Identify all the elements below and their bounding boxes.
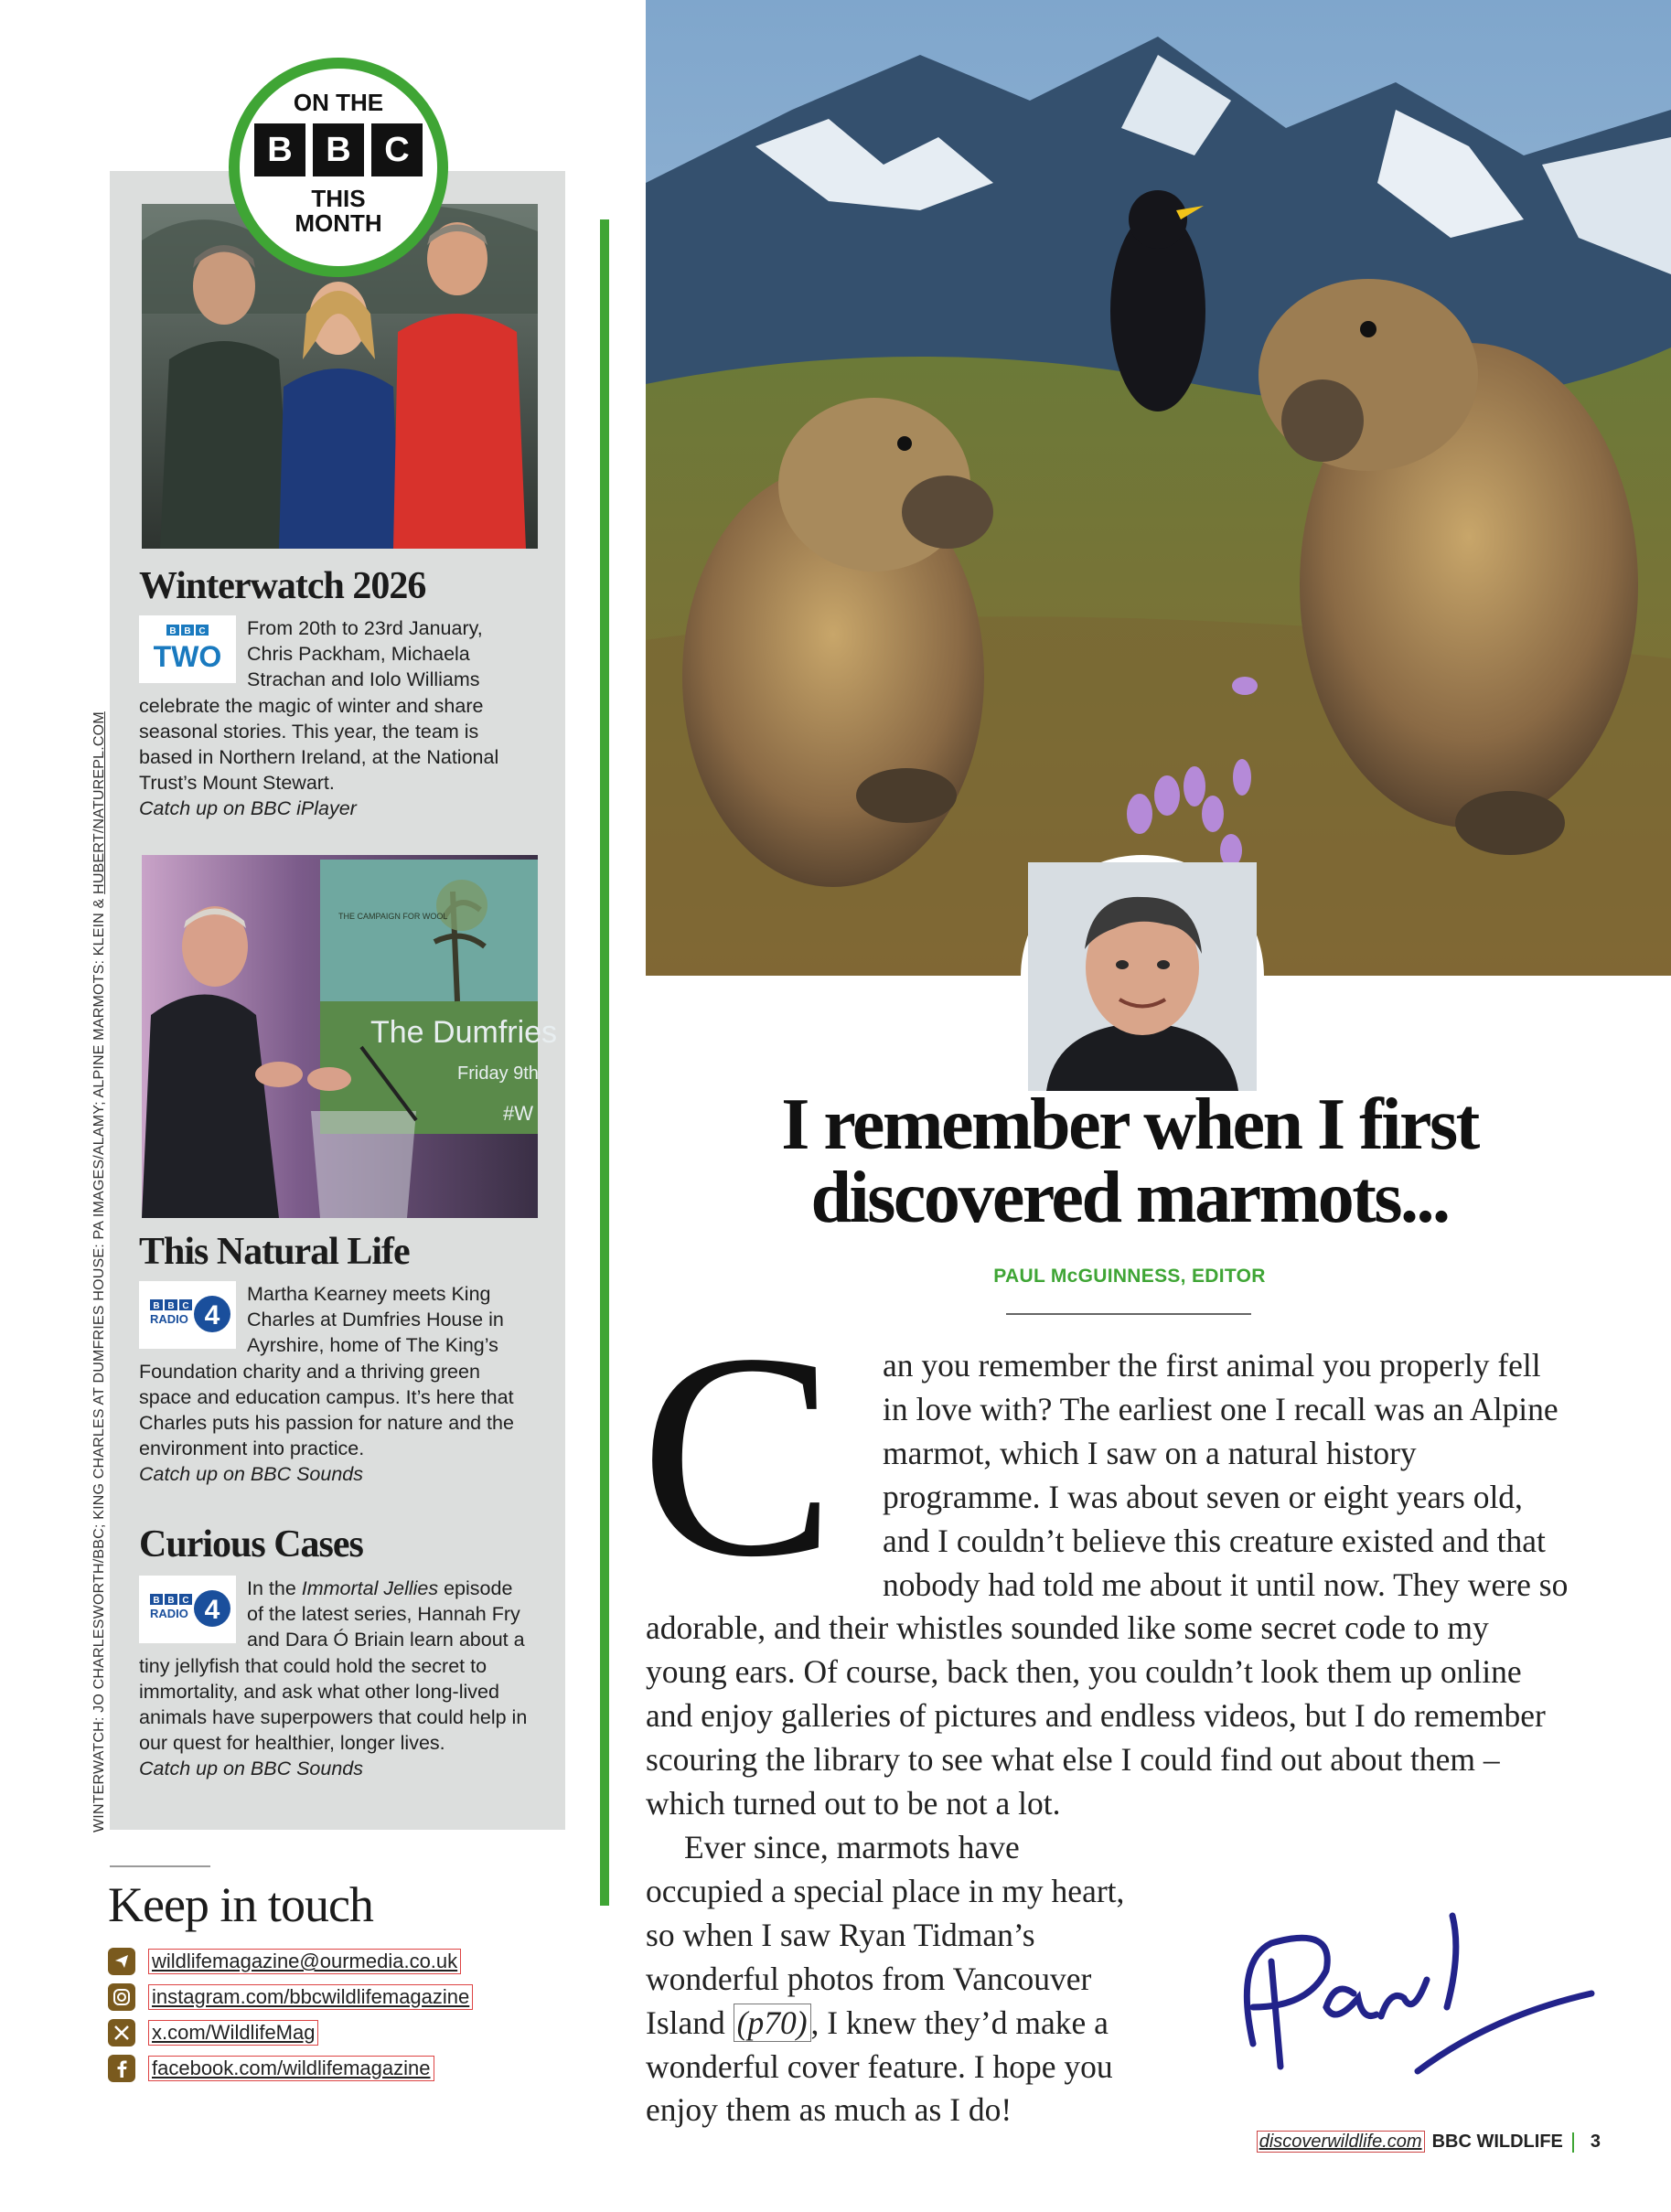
svg-text:B: B xyxy=(153,1301,160,1311)
contact-x[interactable] xyxy=(108,2017,318,2048)
section-rule xyxy=(110,1865,210,1867)
email-icon xyxy=(108,1948,135,1975)
show-text-pre: In the xyxy=(247,1577,302,1599)
show-title-winterwatch: Winterwatch 2026 xyxy=(139,565,426,607)
screen-text-1: THE CAMPAIGN FOR WOOL xyxy=(338,912,448,921)
contact-facebook[interactable] xyxy=(108,2053,434,2084)
bbc-letter: B xyxy=(254,123,305,176)
svg-text:4: 4 xyxy=(204,1595,220,1625)
editor-signature xyxy=(1216,1907,1601,2089)
on-the-bbc-panel xyxy=(110,171,565,1830)
bbc-two-logo xyxy=(139,615,236,683)
bbc-letter: B xyxy=(313,123,364,176)
credit-link[interactable]: HUBERT/NATUREPL.COM xyxy=(91,711,107,894)
contact-link[interactable]: x.com/WildlifeMag xyxy=(148,2020,318,2046)
bbc-radio-4-logo xyxy=(139,1576,236,1643)
dumfries-house-photo xyxy=(142,855,558,1218)
show-title-curious-cases: Curious Cases xyxy=(139,1523,363,1565)
show-description-winterwatch xyxy=(139,615,532,822)
contact-instagram[interactable] xyxy=(108,1982,473,2013)
bbc-letter: C xyxy=(371,123,423,176)
show-title-this-natural-life: This Natural Life xyxy=(139,1231,410,1273)
drop-cap: C xyxy=(640,1294,836,1618)
bbc-radio-4-logo xyxy=(139,1281,236,1349)
svg-text:RADIO: RADIO xyxy=(150,1607,188,1620)
instagram-icon xyxy=(108,1983,135,2011)
show-description-curious-cases xyxy=(139,1576,532,1782)
svg-text:B: B xyxy=(169,626,177,636)
keep-in-touch-title: Keep in touch xyxy=(108,1877,373,1932)
magazine-brand: BBC WILDLIFE xyxy=(1431,2132,1563,2152)
paragraph-2: Ever since, marmots have occupied a special place in my heart, so when I saw Ryan Tidman’s wonderful photos from Vancouver Island (p70) , I knew they’d make a wonderful cover feature. I hope you enjoy them as much as I do! xyxy=(646,1828,1125,2129)
facebook-icon xyxy=(108,2055,135,2082)
credit-text: WINTERWATCH: JO CHARLESWORTH/BBC; KING CHARLES AT DUMFRIES HOUSE: PA IMAGES/ALAMY; ALPINE MARMOTS: KLEIN & xyxy=(91,893,107,1833)
badge-bottom-text: THIS MONTH xyxy=(295,185,382,237)
contact-email[interactable] xyxy=(108,1946,461,1977)
page-number: 3 xyxy=(1590,2132,1601,2152)
screen-text-2: The Dumfries xyxy=(370,1015,558,1050)
show-text: Martha Kearney meets King Charles at Dumfries House in Ayrshire, home of The King’s Foundation charity and a thriving green space and education campus. It’s here that Charles puts his passion for nature and the environment into practice. xyxy=(139,1283,514,1460)
contact-link[interactable]: facebook.com/wildlifemagazine xyxy=(148,2056,434,2081)
editorial-byline: PAUL McGUINNESS, EDITOR xyxy=(993,1266,1266,1287)
footer-separator xyxy=(1572,2132,1574,2153)
alpine-marmots-photo xyxy=(646,0,1671,976)
svg-text:B: B xyxy=(153,1596,160,1606)
green-divider-bar xyxy=(600,219,609,1906)
byline-rule xyxy=(1006,1313,1251,1315)
editorial-headline: I remember when I first discovered marmots... xyxy=(781,1085,1478,1238)
svg-text:B: B xyxy=(167,1301,175,1311)
screen-text-4: #W xyxy=(503,1102,533,1125)
photo-credit xyxy=(0,0,107,1833)
svg-text:RADIO: RADIO xyxy=(150,1312,188,1326)
episode-title: Immortal Jellies xyxy=(301,1577,439,1599)
badge-top-text: ON THE xyxy=(293,89,384,116)
svg-text:TWO: TWO xyxy=(153,640,222,673)
show-text: From 20th to 23rd January, Chris Packham, Michaela Strachan and Iolo Williams celebrate the magic of winter and share seasonal stories. This year, the team is based in Northern Ireland, at the National Trust’s Mount Stewart. xyxy=(139,617,499,795)
show-text: episode of the latest series, Hannah Fry and Dara Ó Briain learn about a tiny jellyfish that could hold the secret to immortality, and ask what other long-lived animals have superpowers that could help in our quest for healthier, longer lives. xyxy=(139,1577,528,1755)
paragraph-1: C an you remember the first animal you properly fell in love with? The earliest one I recall was an Alpine marmot, which I saw on a natural history programme. I was about seven or eight years old, and I couldn’t believe this creature existed and that nobody had told me about it until now. They were so adorable, and their whistles sounded like some secret code to my young ears. Of course, back then, you couldn’t look them up online and enjoy galleries of pictures and endless videos, but I do remember scouring the library to see what else I could find out about them – which turned out to be not a lot. xyxy=(640,1294,1569,1822)
page-reference-link[interactable]: (p70) xyxy=(734,2004,811,2042)
bbc-logo xyxy=(254,123,423,176)
editor-avatar xyxy=(1021,855,1264,1098)
x-icon xyxy=(108,2019,135,2046)
svg-text:B: B xyxy=(184,626,191,636)
svg-text:B: B xyxy=(167,1596,175,1606)
show-description-this-natural-life xyxy=(139,1281,532,1488)
catch-up-note: Catch up on BBC Sounds xyxy=(139,1463,364,1486)
screen-text-3: Friday 9th xyxy=(457,1063,539,1084)
page-footer xyxy=(1253,2132,1601,2153)
catch-up-note: Catch up on BBC iPlayer xyxy=(139,797,357,820)
svg-text:C: C xyxy=(182,1301,189,1311)
svg-text:4: 4 xyxy=(204,1300,220,1330)
on-the-bbc-badge xyxy=(229,58,448,259)
svg-text:C: C xyxy=(198,626,206,636)
website-link[interactable]: discoverwildlife.com xyxy=(1257,2131,1425,2153)
contact-link[interactable]: wildlifemagazine@ourmedia.co.uk xyxy=(148,1949,461,1974)
svg-text:C: C xyxy=(182,1596,189,1606)
contact-link[interactable]: instagram.com/bbcwildlifemagazine xyxy=(148,1984,473,2010)
catch-up-note: Catch up on BBC Sounds xyxy=(139,1758,364,1780)
